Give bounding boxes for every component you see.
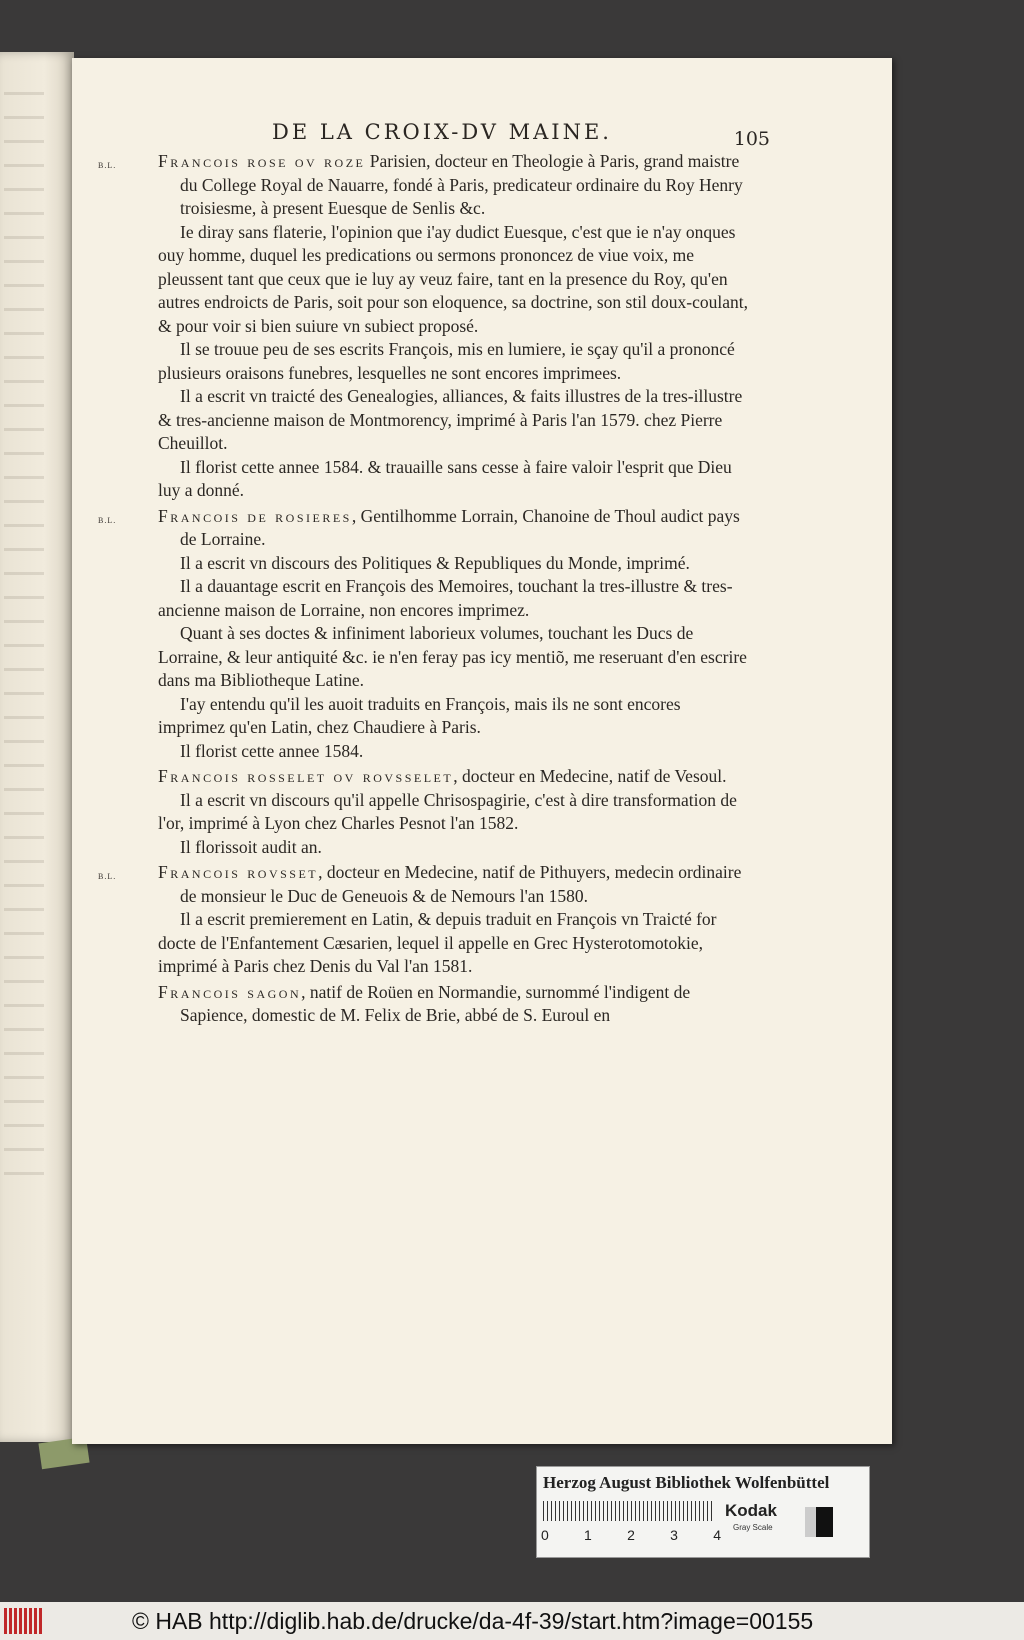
left-facing-page (0, 52, 74, 1442)
entry (158, 765, 748, 859)
library-color-label (536, 1466, 870, 1558)
entry-head (158, 981, 748, 1028)
entry-name: Francois rovsset (158, 862, 319, 882)
entry-head-text: , docteur en Medecine, natif de Vesoul. (453, 766, 727, 786)
entry-name: Francois de rosieres (158, 505, 352, 526)
book-page (72, 58, 892, 1444)
paragraph: Il a dauantage escrit en François des Memoires, touchant la tres-illustre & tres-ancienne maison de Lorraine, non encores imprimez. (158, 576, 733, 620)
folio-number: 105 (733, 128, 770, 150)
running-head: DE LA CROIX-DV MAINE. (272, 120, 612, 144)
ruler-number: 3 (670, 1527, 678, 1543)
scale-ruler (543, 1501, 715, 1521)
paragraph: Il a escrit premierement en Latin, & depuis traduit en François vn Traicté for docte de l'Enfantement Cæsarien, lequel il appelle en Grec Hysterotomotokie, imprimé à Paris chez Denis du Val l'an 1581. (158, 909, 717, 976)
paragraph: Il a escrit vn discours qu'il appelle Chrisospagirie, c'est à dire transformation de l'or, imprimé à Lyon chez Charles Pesnot l'an 1582. (158, 789, 737, 833)
entry-head: B.L. Francois rovsset, docteur en Medecine, natif de Pithuyers, medecin ordinaire de monsieur le Duc de Geneuois & de Nemours l'an 1580. (98, 862, 742, 906)
gray-swatch (805, 1507, 833, 1537)
entry-head: B.L. Francois rose ov roze Parisien, docteur en Theologie à Paris, grand maistre du College Royal de Nauarre, fondé à Paris, predicateur ordinaire du Roy Henry troisiesme, à present Euesque de Senlis &c. (98, 151, 743, 218)
entry (98, 150, 749, 503)
hab-logo-icon (4, 1606, 48, 1636)
ruler-number: 4 (713, 1527, 721, 1543)
paragraph: Quant à ses doctes & infiniment laborieux volumes, touchant les Ducs de Lorraine, & leur antiquité &c. ie n'en feray pas icy mentiõ, me reseruant d'en escrire dans ma Bibliotheque Latine. (158, 623, 747, 690)
paragraph: Il a escrit vn traicté des Genealogies, alliances, & faits illustres de la tres-illustre & tres-ancienne maison de Montmorency, imprimé à Paris l'an 1579. chez Pierre Cheuillot. (158, 386, 743, 453)
entry-head-text: , docteur en Medecine, natif de Pithuyers, medecin ordinaire de monsieur le Duc de Geneuois & de Nemours l'an 1580. (180, 862, 742, 906)
entry-head-text: , Gentilhomme Lorrain, Chanoine de Thoul audict pays de Lorraine. (180, 505, 740, 549)
entry-name: Francois sagon (158, 981, 302, 1002)
entry (98, 505, 748, 764)
paragraph: Il florissoit audit an. (180, 836, 322, 857)
gray-scale-caption: Gray Scale (733, 1523, 773, 1532)
entry-head-text: , natif de Roüen en Normandie, surnommé l'indigent de Sapience, domestic de M. Felix de Brie, abbé de S. Euroul en (180, 981, 691, 1025)
paragraph: Il florist cette annee 1584. (180, 740, 364, 761)
ruler-number: 1 (584, 1527, 592, 1543)
kodak-brand: Kodak (725, 1501, 777, 1520)
entry-name: Francois rosselet ov rovsselet (158, 766, 454, 786)
entry (98, 861, 748, 979)
entry-name: Francois rose ov roze (158, 151, 366, 171)
paragraph: I'ay entendu qu'il les auoit traduits en François, mais ils ne sont encores imprimez qu'en Latin, chez Chaudiere à Paris. (158, 693, 681, 737)
footer-copyright-url[interactable]: © HAB http://diglib.hab.de/drucke/da-4f-39/start.htm?image=00155 (132, 1607, 814, 1634)
entry-head (158, 765, 748, 789)
entry-head: B.L. Francois de rosieres, Gentilhomme Lorrain, Chanoine de Thoul audict pays de Lorraine. (98, 505, 740, 549)
label-title: Herzog August Bibliothek Wolfenbüttel (543, 1473, 830, 1492)
ruler-number: 2 (627, 1527, 635, 1543)
paragraph: Ie diray sans flaterie, l'opinion que i'ay dudict Euesque, c'est que ie n'ay onques ouy homme, duquel les predications ou sermons prononcez de viue voix, me pleussent tant que ceux que ie luy ay veuz faire, tant en la presence du Roy, qu'en autres endroicts de Paris, soit pour son eloquence, sa doctrine, son stil doux-coulant, & pour voir si bien suiure vn subiect proposé. (158, 221, 749, 336)
entry (158, 981, 748, 1028)
paragraph: Il a escrit vn discours des Politiques & Republiques du Monde, imprimé. (180, 552, 690, 573)
paragraph: Il se trouue peu de ses escrits François, mis en lumiere, ie sçay qu'il a prononcé plusieurs oraisons funebres, lesquelles ne sont encores imprimees. (158, 339, 735, 383)
ruler-numbers (541, 1527, 721, 1543)
entry-head-text: Parisien, docteur en Theologie à Paris, grand maistre du College Royal de Nauarre, fondé à Paris, predicateur ordinaire du Roy Henry troisiesme, à present Euesque de Senlis &c. (180, 151, 743, 218)
ruler-number: 0 (541, 1527, 549, 1543)
paragraph: Il florist cette annee 1584. & trauaille sans cesse à faire valoir l'esprit que Dieu luy a donné. (158, 456, 732, 500)
page-text (98, 150, 749, 1030)
footer-bar (0, 1602, 1024, 1640)
